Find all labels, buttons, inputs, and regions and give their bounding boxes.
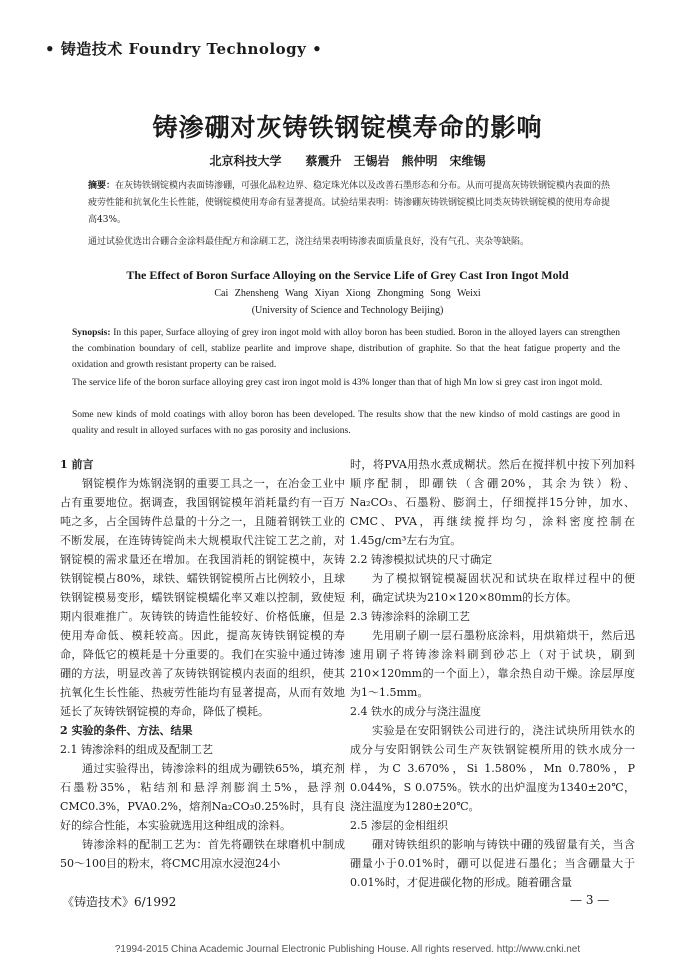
authors-en: Cai Zhensheng Wang Xiyan Xiong Zhongming Song Weixi bbox=[214, 288, 481, 299]
copyright-line: ?1994-2015 China Academic Journal Electronic Publishing House. All rights reserved. http://www.cnki.net bbox=[114, 944, 581, 955]
synopsis-text: In this paper, Surface alloying of grey iron ingot mold with alloy boron has been studied. Boron in the alloyed layers can strengthen the combination boundary of cell, stablize pearlite and improve shape, distribution of graphite. So that the heat fatigue property and the oxidation and growth resistant property can be raised. bbox=[72, 328, 621, 370]
abstract-cn-2: 通过试验优选出合硼合金涂料最佳配方和涂刷工艺，浇注结果表明铸渗表面质量良好，没有气孔、夹杂等缺陷。 bbox=[88, 237, 530, 247]
en-paragraph-3: Some new kinds of mold coatings with alloy boron has been developed. The results show that the new kindso of mold castings are good in quality and result in alloyed surfaces with no gas porosity and inclusions. bbox=[72, 410, 620, 436]
authors-cn: 北京科技大学 蔡震升 王锡岩 熊仲明 宋维锡 bbox=[209, 154, 486, 168]
section-heading-1: 1 前言 bbox=[60, 458, 94, 471]
paragraph: 实验是在安阳钢铁公司进行的，浇注试块所用铁水的成分与安阳钢铁公司生产灰铁钢锭模所用的铁水成分一样，为C 3.670%，Si 1.580%，Mn 0.780%，P 0.044%，S 0.075%。铁水的出炉温度为1340±20℃，浇注温度为1280±20℃。 bbox=[350, 724, 635, 813]
affiliation-en: (University of Science and Technology Beijing) bbox=[251, 305, 444, 316]
paragraph: 先用刷子刷一层石墨粉底涂料，用烘箱烘干，然后迅速用刷子将铸渗涂料刷到砂芯上（对于试块，刷到210×120mm的一个面上），靠余热自动干燥。涂层厚度为1～1.5mm。 bbox=[350, 629, 635, 699]
page-number: — 3 — bbox=[570, 893, 610, 907]
subsection-heading: 2.2 铸渗模拟试块的尺寸确定 bbox=[350, 553, 492, 566]
en-paragraph-2: The service life of the boron surface alloying grey cast iron ingot mold is 43% longer than that of high Mn low si grey cast iron ingot mold. bbox=[72, 378, 603, 388]
paragraph: 铸渗涂料的配制工艺为：首先将硼铁在球磨机中制成50～100目的粉末，将CMC用凉水浸泡24小 bbox=[60, 838, 345, 870]
abstract-cn-label: 摘要： bbox=[88, 181, 116, 191]
right-column bbox=[350, 455, 635, 892]
paragraph: 硼对铸铁组织的影响与铸铁中硼的残留量有关，当含硼量小于0.01%时，硼可以促进石墨化；当含硼量大于0.01%时，才促进碳化物的形成。随着硼含量 bbox=[350, 838, 635, 889]
paragraph: 为了模拟钢锭模凝固状况和试块在取样过程中的便利，确定试块为210×120×80mm的长方体。 bbox=[350, 572, 635, 604]
paragraph: 时，将PVA用热水煮成糊状。然后在搅拌机中按下列加料顺序配制，即硼铁（含硼20%，其余为铁）粉、Na₂CO₃、石墨粉、膨润土，仔细搅拌15分钟，加水、CMC、PVA，再继续搅拌均匀，涂料密度控制在1.45g/cm³左右为宜。 bbox=[350, 458, 635, 547]
synopsis-label: Synopsis: bbox=[72, 328, 111, 338]
section-heading-2: 2 实验的条件、方法、结果 bbox=[60, 724, 193, 737]
paragraph: 钢锭模作为炼钢浇钢的重要工具之一，在冶金工业中占有重要地位。据调查，我国钢锭模年消耗量约有一百万吨之多，占全国铸件总量的十分之一，且随着钢铁工业的不断发展，在连铸铸锭尚未大规模取代注锭工艺之前，对钢锭模的需求量还在增加。在我国消耗的钢锭模中，灰铸铁钢锭模占80%，球铁、蠕铁钢锭模所占比例较小，且球铁钢锭模易变形，蠕铁钢锭模蠕化率又难以控制，致使短期内很难推广。灰铸铁的铸造性能较好、价格低廉，但是使用寿命低、模耗较高。因此，提高灰铸铁钢锭模的寿命，降低它的模耗是十分重要的。我们在实验中通过铸渗硼的方法，明显改善了灰铸铁钢锭模内表面的组织，使其抗氧化生长性能、热疲劳性能均有显著提高，从而有效地延长了灰铸铁钢锭模的寿命，降低了模耗。 bbox=[60, 477, 345, 718]
abstract-cn-text: 在灰铸铁钢锭模内表面铸渗硼，可强化晶粒边界、稳定珠光体以及改善石墨形态和分布。从而可提高灰铸铁钢锭模内表面的热疲劳性能和抗氧化生长性能，使钢锭模使用寿命有显著提高。试验结果表明：铸渗硼灰铸铁钢锭模比同类灰铸铁钢锭模的使用寿命提高43%。 bbox=[88, 181, 611, 225]
page-title: 铸渗硼对灰铸铁钢锭模寿命的影响 bbox=[152, 113, 543, 142]
subsection-heading: 2.4 铁水的成分与浇注温度 bbox=[350, 705, 481, 718]
title-en: The Effect of Boron Surface Alloying on the Service Life of Grey Cast Iron Ingot Mold bbox=[126, 268, 569, 282]
left-column bbox=[60, 455, 345, 873]
journal-header: • 铸造技术 Foundry Technology • bbox=[45, 40, 323, 58]
subsection-heading: 2.1 铸渗涂料的组成及配制工艺 bbox=[60, 743, 213, 756]
paragraph: 通过实验得出，铸渗涂料的组成为硼铁65%，填充剂石墨粉35%，粘结剂和悬浮剂膨润土5%，悬浮剂CMC0.3%，PVA0.2%，熔剂Na₂CO₃0.25%时，具有良好的综合性能，本实验就选用这种组成的涂料。 bbox=[60, 762, 345, 832]
abstract-cn bbox=[88, 178, 613, 229]
subsection-heading: 2.3 铸渗涂料的涂刷工艺 bbox=[350, 610, 470, 623]
synopsis bbox=[72, 325, 620, 373]
subsection-heading: 2.5 渗层的金相组织 bbox=[350, 819, 448, 832]
footer-journal: 《铸造技术》6/1992 bbox=[62, 895, 177, 909]
